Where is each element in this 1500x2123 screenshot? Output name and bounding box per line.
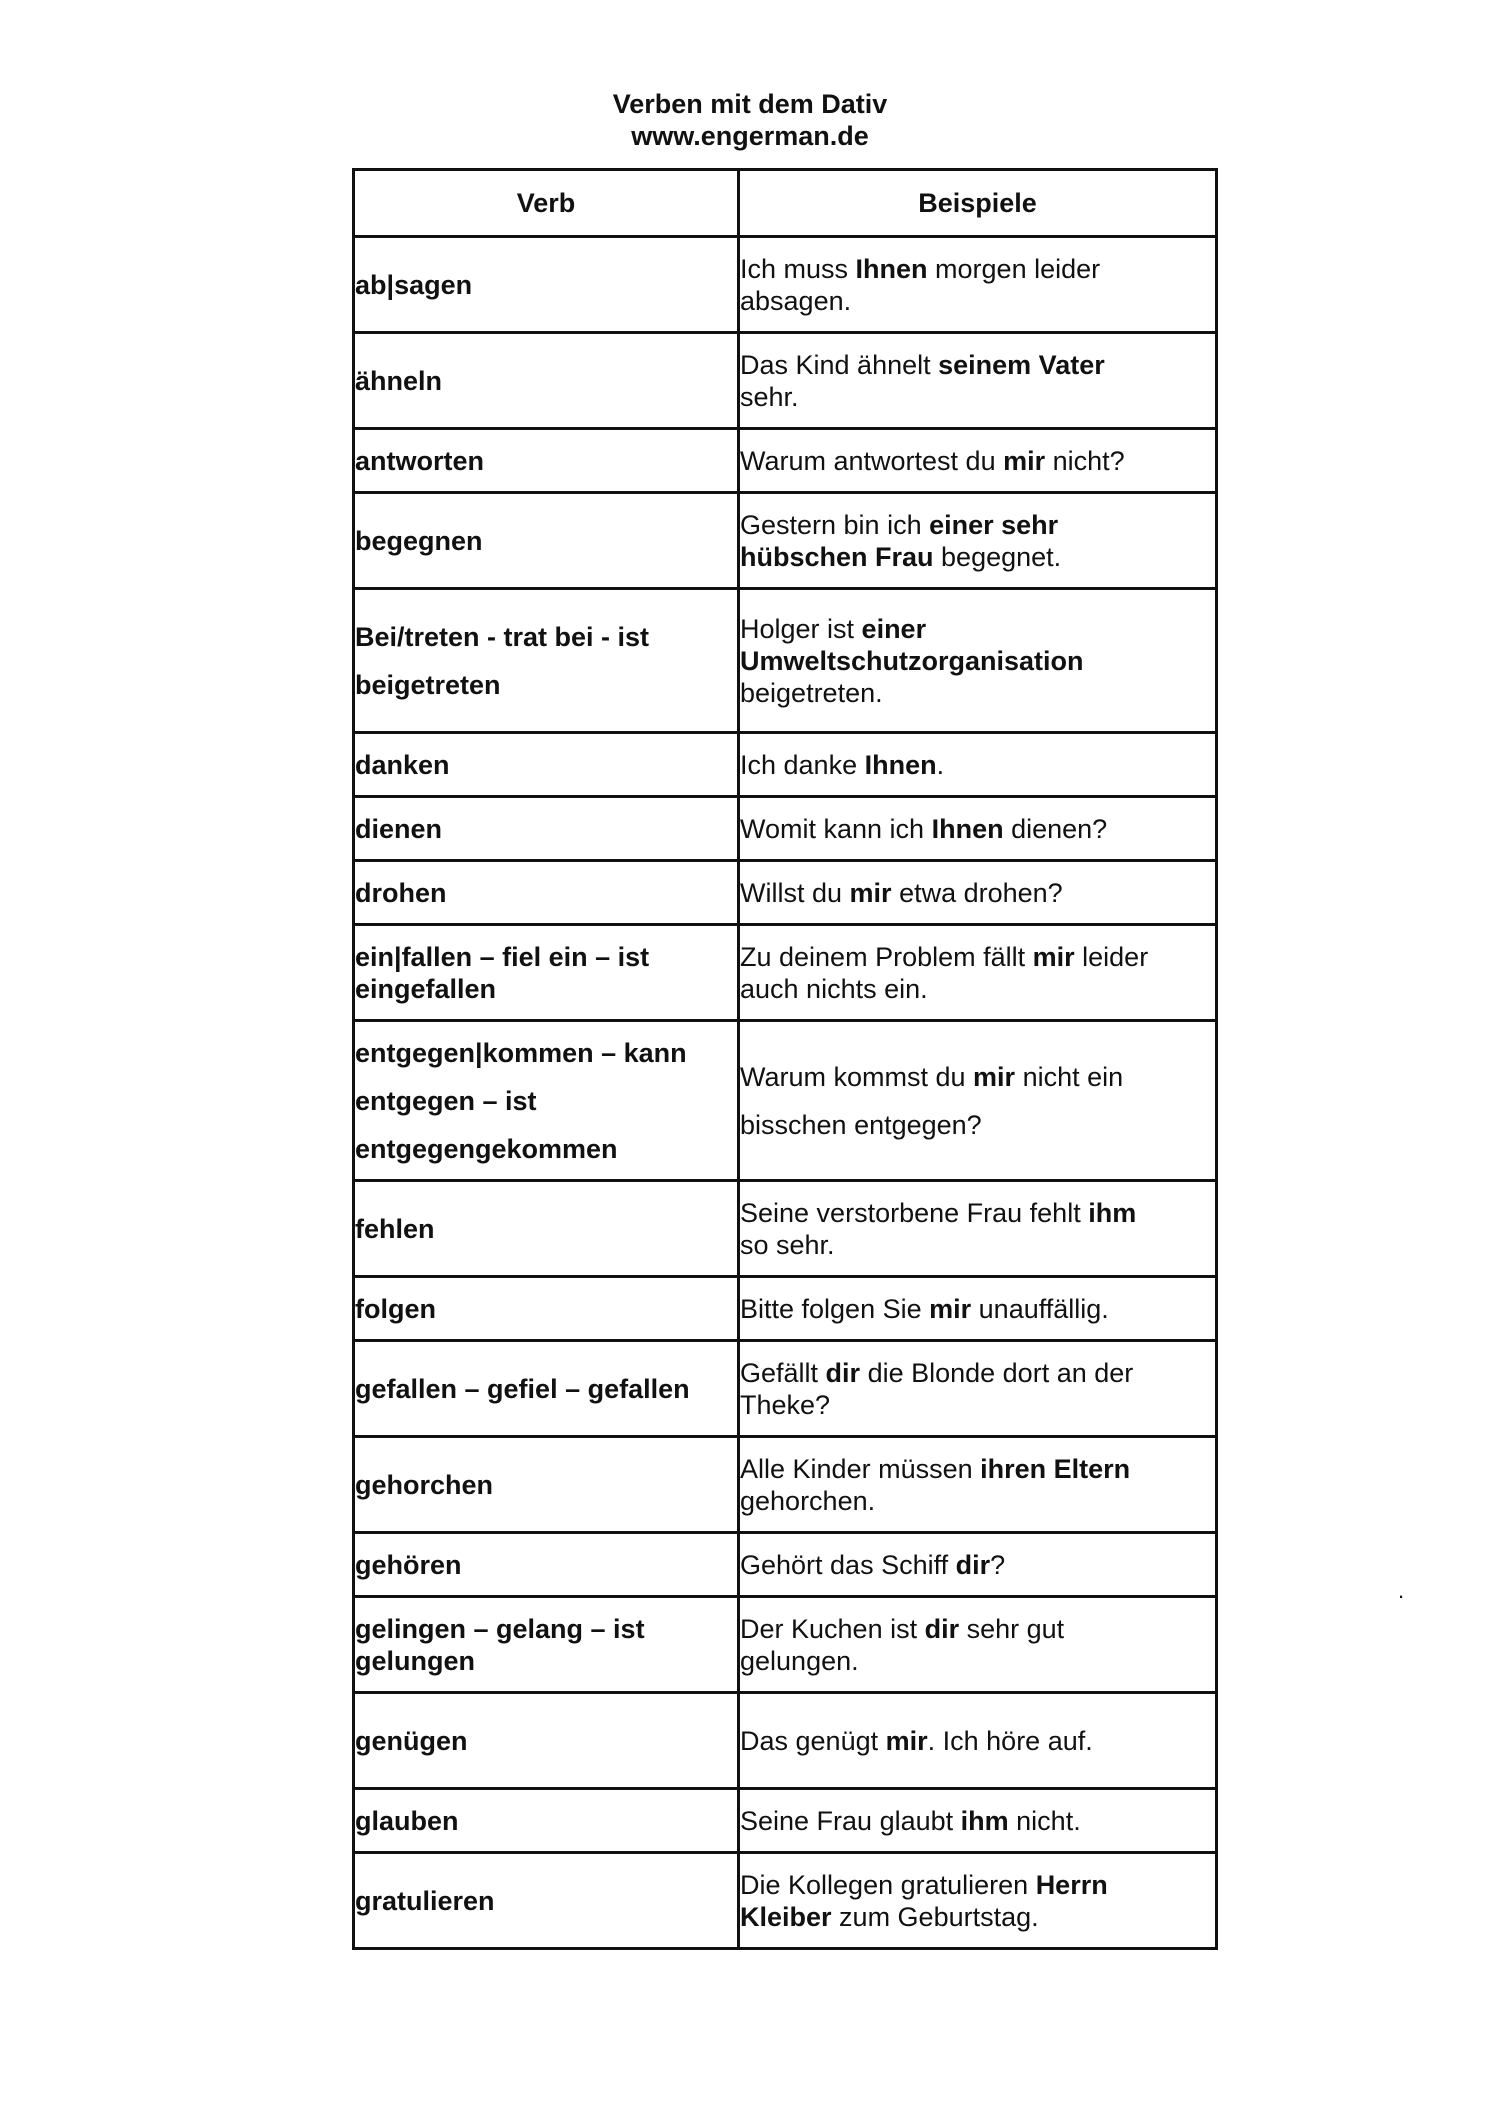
example-cell — [739, 237, 1217, 333]
verb-text: beigetreten — [355, 669, 501, 700]
dative-object: dir — [955, 1549, 991, 1580]
table-body — [354, 237, 1217, 1949]
table-row — [354, 1437, 1217, 1533]
dative-object: Ihnen — [864, 749, 937, 780]
verb-cell — [354, 1693, 739, 1789]
example-sentence: Der Kuchen ist dir sehr gut — [740, 1613, 1065, 1644]
example-sentence: Willst du mir etwa drohen? — [740, 877, 1063, 908]
verb-text: gehorchen — [355, 1469, 494, 1500]
verb-text: gefallen – gefiel – gefallen — [355, 1373, 690, 1404]
example-sentence: hübschen Frau begegnet. — [740, 541, 1062, 572]
table-row — [354, 333, 1217, 429]
example-sentence: Theke? — [740, 1389, 831, 1420]
example-sentence: Das Kind ähnelt seinem Vater — [740, 349, 1105, 380]
verb-cell — [354, 1181, 739, 1277]
example-cell — [739, 1341, 1217, 1437]
dative-object: hübschen Frau — [740, 541, 934, 572]
dative-object: einer — [861, 613, 927, 644]
table-row — [354, 237, 1217, 333]
verb-text: gelingen – gelang – ist — [355, 1613, 645, 1644]
table-row — [354, 797, 1217, 861]
verb-text: gelungen — [355, 1645, 475, 1676]
verb-cell — [354, 861, 739, 925]
verb-cell — [354, 797, 739, 861]
example-sentence: Ich danke Ihnen. — [740, 749, 945, 780]
verb-cell — [354, 333, 739, 429]
verb-text: dienen — [355, 813, 443, 844]
example-sentence: Kleiber zum Geburtstag. — [740, 1901, 1039, 1932]
verb-text: antworten — [355, 445, 485, 476]
dative-object: mir — [885, 1725, 928, 1756]
verb-cell — [354, 1597, 739, 1693]
example-sentence: so sehr. — [740, 1229, 835, 1260]
dative-object: ihm — [960, 1805, 1009, 1836]
document-header — [0, 88, 1500, 152]
verb-text: Bei/treten - trat bei - ist — [355, 621, 650, 652]
dative-object: ihren Eltern — [980, 1453, 1131, 1484]
verb-cell — [354, 1341, 739, 1437]
example-sentence: Womit kann ich Ihnen dienen? — [740, 813, 1108, 844]
example-sentence: auch nichts ein. — [740, 973, 928, 1004]
example-sentence: Seine verstorbene Frau fehlt ihm — [740, 1197, 1137, 1228]
example-cell — [739, 1597, 1217, 1693]
example-cell — [739, 1277, 1217, 1341]
example-cell — [739, 493, 1217, 589]
example-sentence: beigetreten. — [740, 677, 883, 708]
table-row — [354, 925, 1217, 1021]
dative-object: mir — [1003, 445, 1046, 476]
verb-text: danken — [355, 749, 450, 780]
example-sentence: Alle Kinder müssen ihren Eltern — [740, 1453, 1131, 1484]
example-sentence: sehr. — [740, 381, 799, 412]
verb-cell — [354, 1533, 739, 1597]
verb-text: begegnen — [355, 525, 483, 556]
verb-text: eingefallen — [355, 973, 497, 1004]
dative-object: Umweltschutzorganisation — [740, 645, 1084, 676]
dative-object: dir — [924, 1613, 960, 1644]
verb-cell — [354, 237, 739, 333]
table-row — [354, 1597, 1217, 1693]
verb-cell — [354, 1277, 739, 1341]
verb-cell — [354, 589, 739, 733]
verb-table — [352, 168, 1218, 1950]
verb-text: ein|fallen – fiel ein – ist — [355, 941, 650, 972]
dative-object: mir — [929, 1293, 972, 1324]
column-header-examples: Beispiele — [739, 170, 1217, 237]
dative-object: Ihnen — [855, 253, 928, 284]
table-row — [354, 1789, 1217, 1853]
example-sentence: Die Kollegen gratulieren Herrn — [740, 1869, 1108, 1900]
table-row — [354, 1341, 1217, 1437]
example-cell — [739, 797, 1217, 861]
verb-text: drohen — [355, 877, 447, 908]
verb-cell — [354, 429, 739, 493]
example-cell — [739, 429, 1217, 493]
example-sentence: Zu deinem Problem fällt mir leider — [740, 941, 1149, 972]
example-sentence: gelungen. — [740, 1645, 859, 1676]
verb-text: folgen — [355, 1293, 436, 1324]
dative-object: seinem Vater — [938, 349, 1105, 380]
example-cell — [739, 1021, 1217, 1181]
example-sentence: Warum kommst du mir nicht ein — [740, 1061, 1124, 1092]
source-url: www.engerman.de — [631, 121, 869, 151]
table-row — [354, 1533, 1217, 1597]
example-sentence: Ich muss Ihnen morgen leider — [740, 253, 1101, 284]
example-sentence: Seine Frau glaubt ihm nicht. — [740, 1805, 1081, 1836]
verb-cell — [354, 1789, 739, 1853]
example-cell — [739, 861, 1217, 925]
verb-cell — [354, 1021, 739, 1181]
example-sentence: Gestern bin ich einer sehr — [740, 509, 1059, 540]
verb-text: fehlen — [355, 1213, 435, 1244]
table-row — [354, 1693, 1217, 1789]
example-cell — [739, 1181, 1217, 1277]
table-row — [354, 1021, 1217, 1181]
verb-text: gehören — [355, 1549, 462, 1580]
table-row — [354, 589, 1217, 733]
verb-text: genügen — [355, 1725, 468, 1756]
dative-object: dir — [825, 1357, 861, 1388]
dative-object: mir — [1032, 941, 1075, 972]
dative-object: Herrn — [1035, 1869, 1108, 1900]
example-sentence — [740, 645, 1215, 677]
example-cell — [739, 925, 1217, 1021]
example-sentence: absagen. — [740, 285, 852, 316]
example-sentence: Warum antwortest du mir nicht? — [740, 445, 1125, 476]
column-header-verb: Verb — [354, 170, 739, 237]
verb-cell — [354, 1853, 739, 1949]
table-row — [354, 733, 1217, 797]
table-row — [354, 429, 1217, 493]
example-cell — [739, 1693, 1217, 1789]
example-sentence: Gehört das Schiff dir? — [740, 1549, 1006, 1580]
dative-object: einer sehr — [929, 509, 1059, 540]
verb-text: ab|sagen — [355, 269, 473, 300]
example-sentence: Das genügt mir. Ich höre auf. — [740, 1725, 1093, 1756]
verb-text: ähneln — [355, 365, 443, 396]
table-row — [354, 1181, 1217, 1277]
example-cell — [739, 733, 1217, 797]
example-sentence: bisschen entgegen? — [740, 1109, 982, 1140]
verb-cell — [354, 493, 739, 589]
table-row — [354, 1277, 1217, 1341]
example-cell — [739, 1853, 1217, 1949]
dative-object: ihm — [1088, 1197, 1137, 1228]
dative-object: Kleiber — [740, 1901, 832, 1932]
example-sentence: Bitte folgen Sie mir unauffällig. — [740, 1293, 1109, 1324]
verb-cell — [354, 1437, 739, 1533]
example-cell — [739, 333, 1217, 429]
table-row — [354, 493, 1217, 589]
example-cell — [739, 1533, 1217, 1597]
verb-text: glauben — [355, 1805, 459, 1836]
example-sentence: Holger ist einer — [740, 613, 927, 644]
dative-object: Ihnen — [931, 813, 1004, 844]
document-title: Verben mit dem Dativ — [612, 89, 888, 119]
verb-cell — [354, 925, 739, 1021]
dative-object: mir — [973, 1061, 1016, 1092]
dative-object: mir — [849, 877, 892, 908]
verb-text: entgegengekommen — [355, 1133, 618, 1164]
table-row — [354, 1853, 1217, 1949]
example-sentence: Gefällt dir die Blonde dort an der — [740, 1357, 1134, 1388]
example-cell — [739, 1789, 1217, 1853]
verb-text: entgegen – ist — [355, 1085, 537, 1116]
example-cell — [739, 589, 1217, 733]
verb-text: gratulieren — [355, 1885, 495, 1916]
table-row — [354, 861, 1217, 925]
example-sentence: gehorchen. — [740, 1485, 876, 1516]
example-cell — [739, 1437, 1217, 1533]
stray-dot-mark: . — [1398, 1578, 1405, 1603]
verb-text: entgegen|kommen – kann — [355, 1037, 687, 1068]
table-header-row — [354, 170, 1217, 237]
verb-cell — [354, 733, 739, 797]
